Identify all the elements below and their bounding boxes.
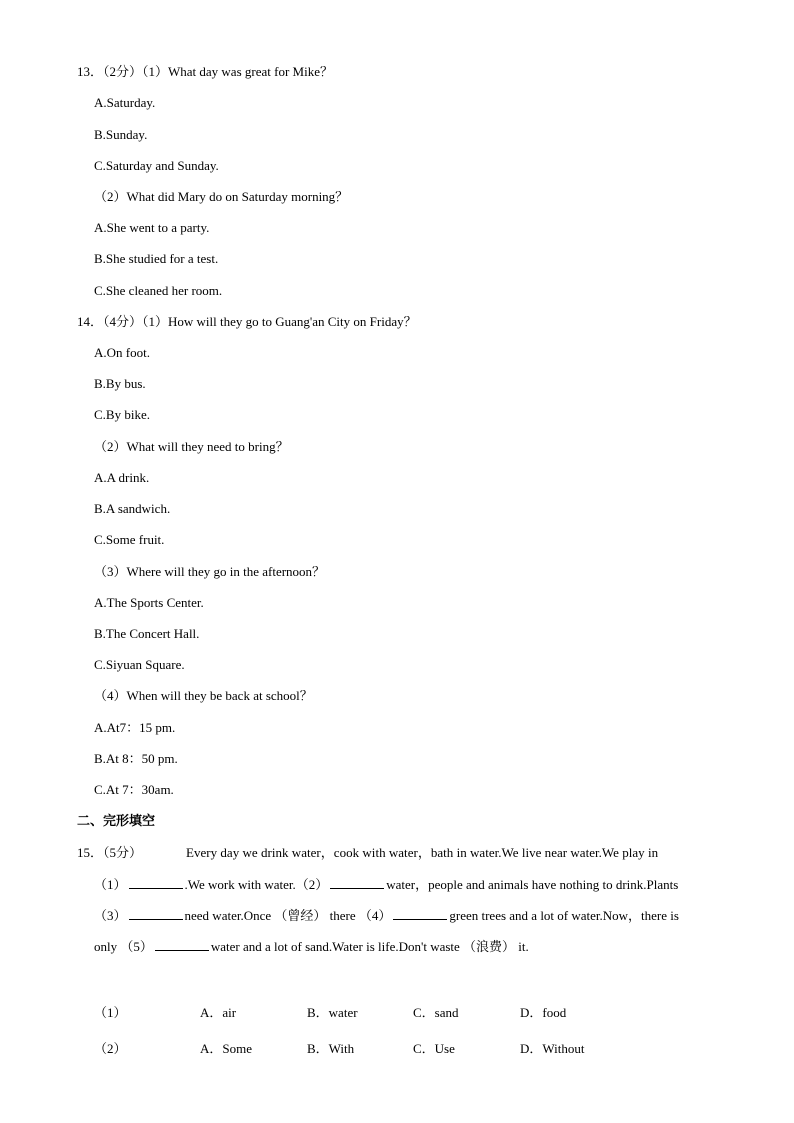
q13-1-option-b: B.Sunday. bbox=[94, 127, 148, 142]
q13-2-option-c: C.She cleaned her room. bbox=[94, 283, 223, 298]
q13-2-question: （2）What did Mary do on Saturday morning？ bbox=[94, 189, 349, 204]
choice-2-d[interactable]: D．Without bbox=[520, 1041, 585, 1056]
choice-1-b[interactable]: B．water bbox=[307, 1005, 358, 1020]
section-title: 二、完形填空 bbox=[77, 813, 156, 828]
choice-2-c[interactable]: C．Use bbox=[413, 1041, 455, 1056]
q15-passage-line4 bbox=[94, 938, 529, 955]
blank-1[interactable] bbox=[129, 876, 183, 889]
q14-3-option-a: A.The Sports Center. bbox=[94, 595, 204, 610]
choice-1-c[interactable]: C．sand bbox=[413, 1005, 459, 1020]
q15-passage-line2 bbox=[94, 876, 678, 893]
choice-row-1-number: （1） bbox=[94, 1005, 127, 1020]
q14-2-question: （2）What will they need to bring？ bbox=[94, 439, 289, 454]
q15-line4-text-b: water and a lot of sand.Water is life.Don't waste （浪费） it. bbox=[210, 939, 529, 954]
q15-number: 15．（5分） bbox=[77, 845, 143, 860]
choice-row-1 bbox=[94, 1002, 614, 1018]
q15-line3-text-b: green trees and a lot of water.Now，there is bbox=[449, 908, 679, 923]
q14-4-question: （4）When will they be back at school？ bbox=[94, 688, 313, 703]
q14-1-option-b: B.By bus. bbox=[94, 376, 146, 391]
q14-4-option-c: C.At 7：30am. bbox=[94, 782, 174, 797]
q13-2-option-b: B.She studied for a test. bbox=[94, 251, 219, 266]
blank-3[interactable] bbox=[129, 907, 183, 920]
choice-row-2-number: （2） bbox=[94, 1041, 127, 1056]
q14-1-option-c: C.By bike. bbox=[94, 407, 150, 422]
q15-line3-text-a: need water.Once （曾经） there （4） bbox=[184, 908, 392, 923]
q13-header: 13．（2分）（1）What day was great for Mike？ bbox=[77, 64, 333, 79]
blank-1-label: （1） bbox=[94, 877, 127, 892]
q14-3-option-b: B.The Concert Hall. bbox=[94, 626, 200, 641]
choice-2-a[interactable]: A．Some bbox=[200, 1041, 253, 1056]
q14-2-option-b: B.A sandwich. bbox=[94, 501, 171, 516]
q14-2-option-c: C.Some fruit. bbox=[94, 532, 165, 547]
choice-row-2 bbox=[94, 1038, 614, 1054]
q14-3-option-c: C.Siyuan Square. bbox=[94, 657, 185, 672]
blank-3-label: （3） bbox=[94, 908, 127, 923]
q14-header: 14．（4分）（1）How will they go to Guang'an City on Friday？ bbox=[77, 314, 417, 329]
choice-1-a[interactable]: A．air bbox=[200, 1005, 237, 1020]
q15-line2-text-b: water，people and animals have nothing to drink.Plants bbox=[386, 877, 679, 892]
q15-passage-line3 bbox=[94, 907, 679, 924]
q13-2-option-a: A.She went to a party. bbox=[94, 220, 210, 235]
blank-4[interactable] bbox=[393, 907, 447, 920]
q14-3-question: （3）Where will they go in the afternoon？ bbox=[94, 564, 326, 579]
q15-passage-line1 bbox=[186, 845, 718, 861]
q15-line2-text-a: .We work with water.（2） bbox=[184, 877, 329, 892]
q14-2-option-a: A.A drink. bbox=[94, 470, 150, 485]
q15-line4-text-a: only （5） bbox=[94, 939, 153, 954]
choice-2-b[interactable]: B．With bbox=[307, 1041, 355, 1056]
q13-1-option-c: C.Saturday and Sunday. bbox=[94, 158, 219, 173]
q13-1-option-a: A.Saturday. bbox=[94, 95, 156, 110]
blank-2[interactable] bbox=[330, 876, 384, 889]
choice-1-d[interactable]: D．food bbox=[520, 1005, 567, 1020]
q14-1-option-a: A.On foot. bbox=[94, 345, 150, 360]
q14-4-option-a: A.At7：15 pm. bbox=[94, 720, 176, 735]
q15-line1-text: Every day we drink water，cook with water，bath in water.We live near water.We play in bbox=[186, 845, 659, 860]
q14-4-option-b: B.At 8：50 pm. bbox=[94, 751, 178, 766]
blank-5[interactable] bbox=[155, 938, 209, 951]
